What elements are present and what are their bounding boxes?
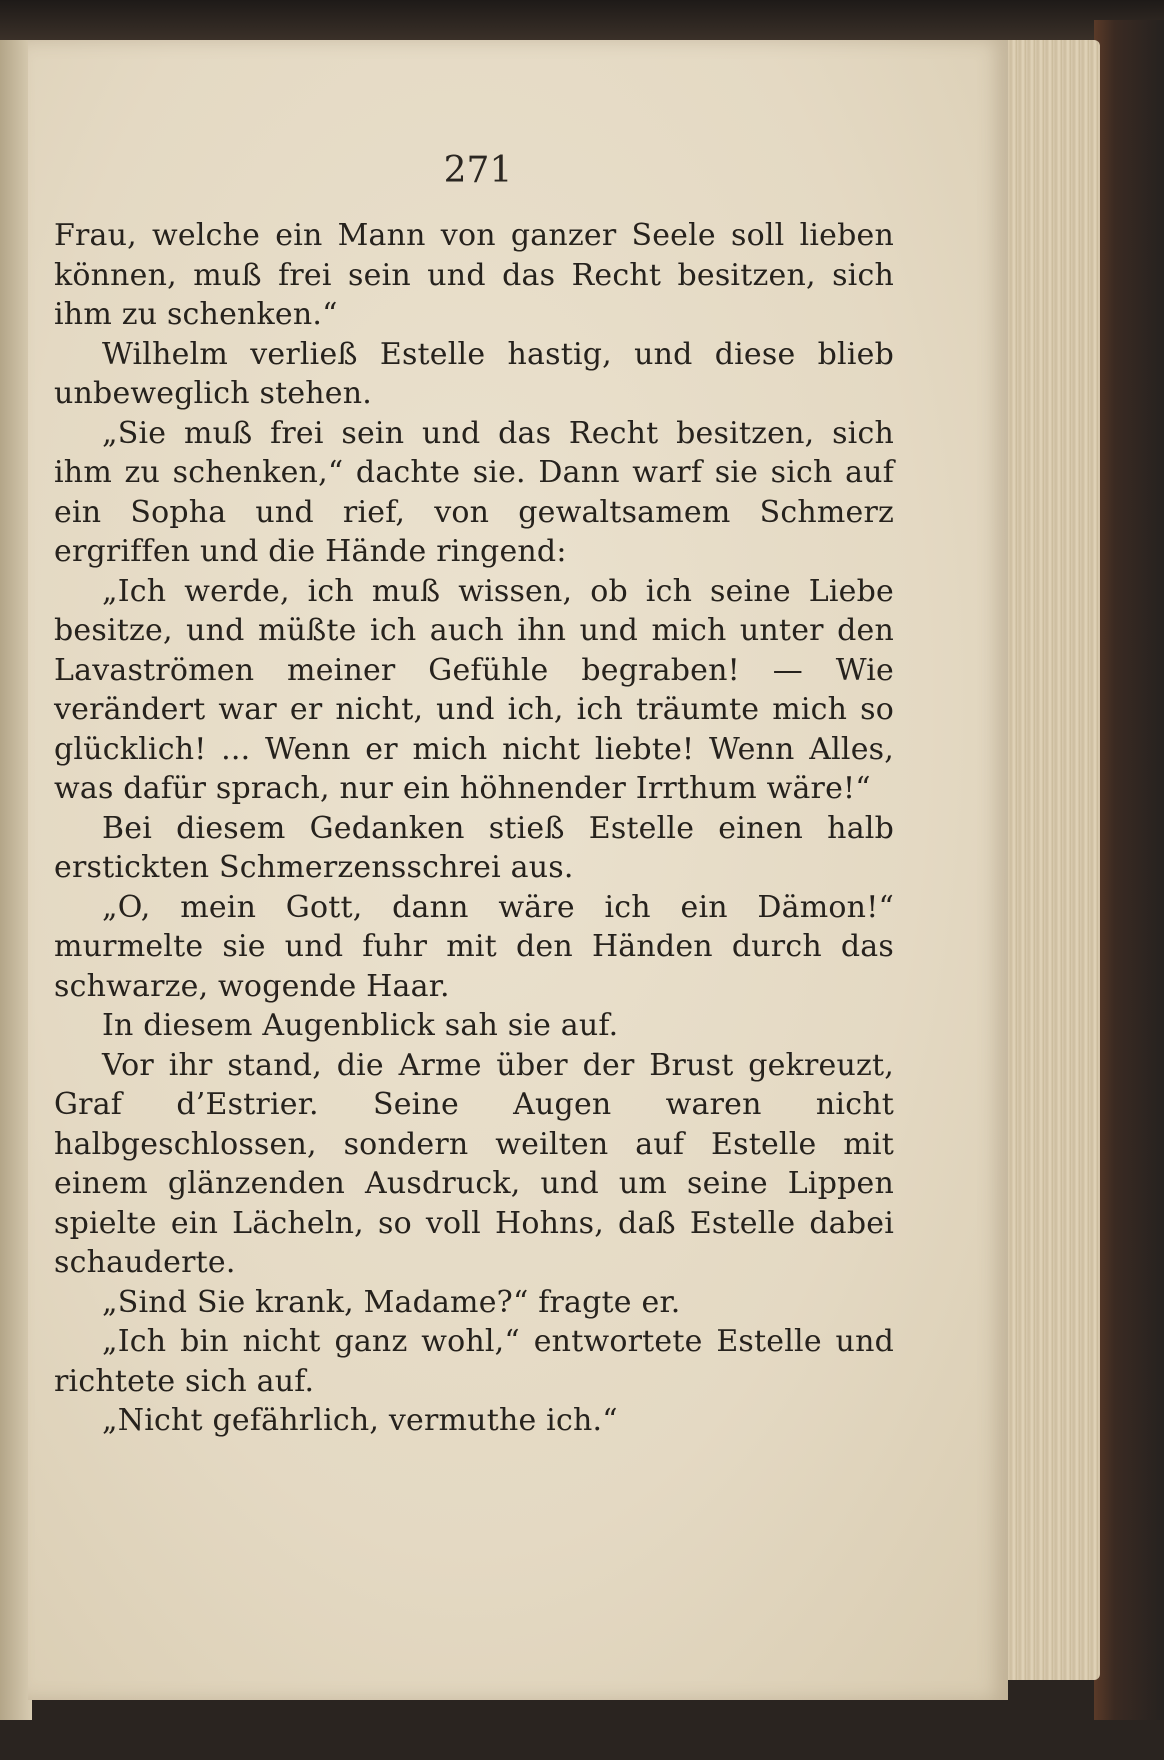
- paragraph: Frau, welche ein Mann von ganzer Seele soll lieben können, muß frei sein und das Recht besitzen, sich ihm zu schenken.“: [54, 218, 894, 332]
- paragraph: Wilhelm verließ Estelle hastig, und diese blieb unbeweglich stehen.: [54, 336, 894, 411]
- paragraph: „Sind Sie krank, Madame?“ fragte er.: [102, 1284, 681, 1320]
- paragraph: „Nicht gefährlich, vermuthe ich.“: [102, 1403, 618, 1438]
- book-page: [28, 40, 1008, 1700]
- book-cover-spine: [1094, 20, 1164, 1720]
- paragraph: „Sie muß frei sein und das Recht besitzen, sich ihm zu schenken,“ dachte sie. Dann warf sie sich auf ein Sopha und rief, von gewaltsamem Schmerz ergriffen und die Hände ringend:: [54, 415, 894, 569]
- book-cover-top: [0, 0, 1164, 40]
- paragraph: „Ich werde, ich muß wissen, ob ich seine Liebe besitze, und müßte ich auch ihn und mich unter den Lavaströmen meiner Gefühle begraben! — Wie verändert war er nicht, und ich, ich träumte mich so glücklich! ... Wenn er mich nicht liebte! Wenn Alles, was dafür sprach, nur ein höhnender Irrthum wäre!“: [54, 573, 894, 806]
- paragraph: „O, mein Gott, dann wäre ich ein Dämon!“ murmelte sie und fuhr mit den Händen durch das schwarze, wogende Haar.: [54, 889, 894, 1004]
- page-text: [54, 216, 894, 1441]
- paragraph: In diesem Augenblick sah sie auf.: [102, 1008, 619, 1043]
- paragraph: „Ich bin nicht ganz wohl,“ entwortete Estelle und richtete sich auf.: [54, 1324, 894, 1399]
- paragraph: Bei diesem Gedanken stieß Estelle einen halb erstickten Schmerzensschrei aus.: [54, 810, 894, 885]
- page-number: 271: [443, 150, 513, 191]
- paragraph: Vor ihr stand, die Arme über der Brust gekreuzt, Graf d’Estrier. Seine Augen waren nicht halbgeschlossen, sondern weilten auf Estelle mit einem glänzenden Ausdruck, und um seine Lippen spielte ein Lächeln, so voll Hohns, daß Estelle dabei schauderte.: [54, 1047, 894, 1280]
